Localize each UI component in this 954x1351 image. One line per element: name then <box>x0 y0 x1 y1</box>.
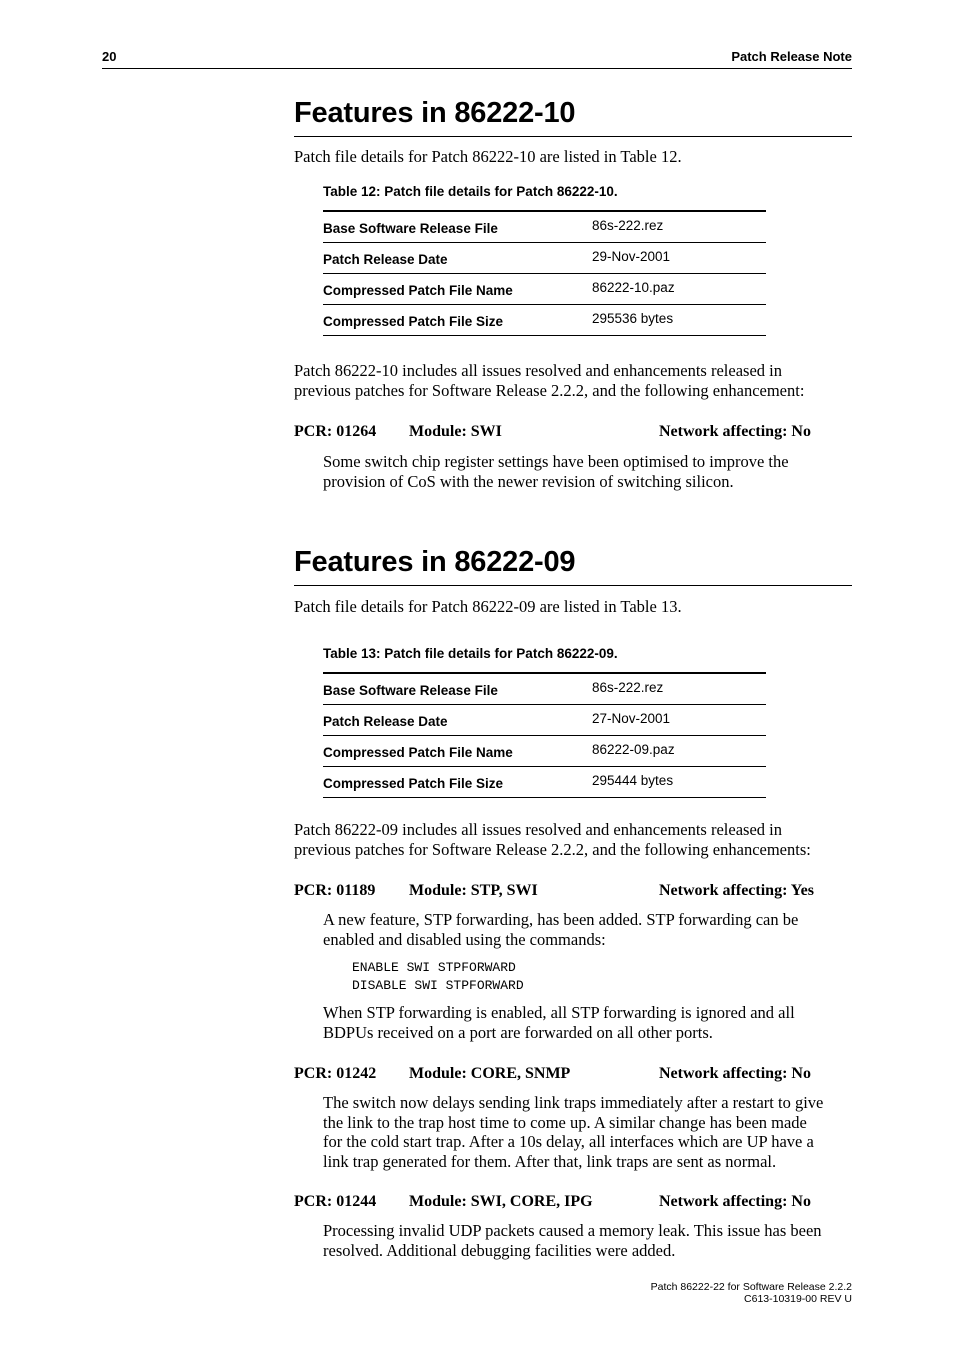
table-row <box>323 705 766 736</box>
footer-line: Patch 86222-22 for Software Release 2.2.2 <box>650 1281 852 1293</box>
row-label: Compressed Patch File Size <box>323 767 592 798</box>
pcr-description <box>323 1093 855 1171</box>
row-value: 86s-222.rez <box>592 673 766 705</box>
description-line: Processing invalid UDP packets caused a memory leak. This issue has been <box>323 1221 822 1240</box>
row-value: 29-Nov-2001 <box>592 243 766 274</box>
row-label: Patch Release Date <box>323 243 592 274</box>
heading-rule <box>294 136 852 137</box>
description-line: The switch now delays sending link traps immediately after a restart to give <box>323 1093 824 1112</box>
table-row <box>323 305 766 336</box>
row-value: 295536 bytes <box>592 305 766 336</box>
pcr-number: PCR: 01264 <box>294 423 377 440</box>
pcr-number: PCR: 01189 <box>294 882 376 899</box>
heading-rule <box>294 585 852 586</box>
page-number: 20 <box>102 49 117 64</box>
table-row <box>323 767 766 798</box>
row-value: 295444 bytes <box>592 767 766 798</box>
description-line: A new feature, STP forwarding, has been added. STP forwarding can be <box>323 910 799 929</box>
header-rule <box>102 68 852 69</box>
table-caption: Table 13: Patch file details for Patch 86222-09. <box>323 646 618 661</box>
pcr-network-affecting: Network affecting: No <box>659 1065 811 1082</box>
command-line: DISABLE SWI STPFORWARD <box>352 978 524 993</box>
description-line: the link to the trap host time to come up. A similar change has been made <box>323 1112 807 1132</box>
table-row <box>323 274 766 305</box>
row-label: Base Software Release File <box>323 673 592 705</box>
pcr-description <box>323 452 855 491</box>
running-header-title: Patch Release Note <box>731 49 852 64</box>
row-label: Compressed Patch File Name <box>323 274 592 305</box>
section-summary <box>294 820 854 859</box>
command-line: ENABLE SWI STPFORWARD <box>352 960 516 975</box>
pcr-description <box>323 910 855 949</box>
patch-details-table <box>323 210 766 336</box>
summary-line: Patch 86222-09 includes all issues resolved and enhancements released in <box>294 820 782 839</box>
footer-line: C613-10319-00 REV U <box>744 1292 852 1305</box>
command-code-block <box>352 959 524 995</box>
pcr-module: Module: SWI <box>409 423 502 440</box>
summary-line: previous patches for Software Release 2.2.2, and the following enhancements: <box>294 839 811 859</box>
description-line: provision of CoS with the newer revision of switching silicon. <box>323 471 734 491</box>
description-line: Some switch chip register settings have been optimised to improve the <box>323 452 789 471</box>
table-row <box>323 736 766 767</box>
row-value: 86222-10.paz <box>592 274 766 305</box>
description-line: When STP forwarding is enabled, all STP forwarding is ignored and all <box>323 1003 795 1022</box>
pcr-network-affecting: Network affecting: No <box>659 423 811 440</box>
table-caption: Table 12: Patch file details for Patch 86222-10. <box>323 184 618 199</box>
description-line: BDPUs received on a port are forwarded on all other ports. <box>323 1022 713 1042</box>
description-line: resolved. Additional debugging facilities were added. <box>323 1240 676 1260</box>
pcr-module: Module: STP, SWI <box>409 882 538 899</box>
pcr-module: Module: SWI, CORE, IPG <box>409 1193 593 1210</box>
row-label: Patch Release Date <box>323 705 592 736</box>
pcr-number: PCR: 01242 <box>294 1065 377 1082</box>
row-label: Compressed Patch File Name <box>323 736 592 767</box>
section-heading-86222-10: Features in 86222-10 <box>294 97 576 129</box>
summary-line: Patch 86222-10 includes all issues resolved and enhancements released in <box>294 361 782 380</box>
row-label: Compressed Patch File Size <box>323 305 592 336</box>
section-intro: Patch file details for Patch 86222-09 are listed in Table 13. <box>294 597 682 616</box>
row-value: 86s-222.rez <box>592 211 766 243</box>
row-label: Base Software Release File <box>323 211 592 243</box>
description-line: for the cold start trap. After a 10s delay, all interfaces which are UP have a <box>323 1132 814 1151</box>
table-row <box>323 673 766 705</box>
description-line: link trap generated for them. After that, link traps are sent as normal. <box>323 1151 777 1171</box>
patch-details-table <box>323 672 766 798</box>
pcr-network-affecting: Network affecting: Yes <box>659 882 814 899</box>
row-value: 27-Nov-2001 <box>592 705 766 736</box>
table-row <box>323 243 766 274</box>
pcr-number: PCR: 01244 <box>294 1193 377 1210</box>
row-value: 86222-09.paz <box>592 736 766 767</box>
section-heading-86222-09: Features in 86222-09 <box>294 546 576 578</box>
pcr-description <box>323 1221 855 1260</box>
table-row <box>323 211 766 243</box>
description-line: enabled and disabled using the commands: <box>323 929 606 949</box>
pcr-module: Module: CORE, SNMP <box>409 1065 571 1082</box>
page-footer <box>651 1282 852 1305</box>
summary-line: previous patches for Software Release 2.2.2, and the following enhancement: <box>294 380 805 400</box>
pcr-description-continued <box>323 1003 855 1042</box>
pcr-network-affecting: Network affecting: No <box>659 1193 811 1210</box>
section-summary <box>294 361 854 400</box>
section-intro: Patch file details for Patch 86222-10 are listed in Table 12. <box>294 147 682 166</box>
